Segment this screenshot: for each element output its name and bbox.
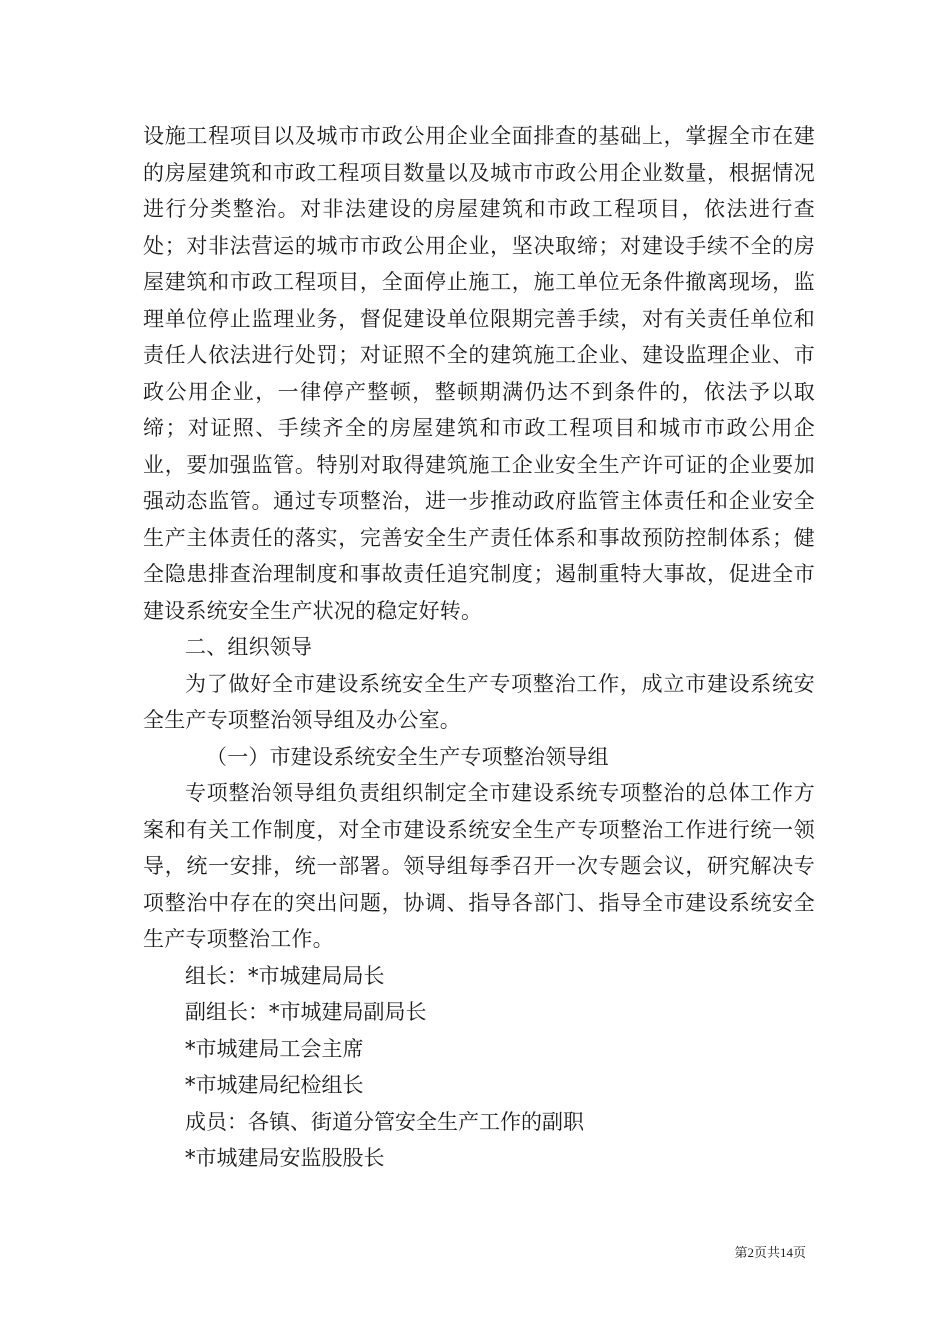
- member-line-deputy-leader: 副组长：*市城建局副局长: [185, 1000, 427, 1024]
- footer-middle: 页共: [753, 1246, 780, 1261]
- footer-total-pages: 14: [779, 1245, 793, 1260]
- paragraph-establish-leading-group: 为了做好全市建设系统安全生产专项整治工作，成立市建设系统安全生产专项整治领导组及办公室。: [143, 671, 815, 732]
- paragraph-leading-group-duties: 专项整治领导组负责组织制定全市建设系统专项整治的总体工作方案和有关工作制度，对全市建设系统安全生产专项整治工作进行统一领导，统一安排，统一部署。领导组每季召开一次专题会议，研究解决专项整治中存在的突出问题，协调、指导各部门、指导全市建设系统安全生产专项整治工作。: [143, 781, 815, 951]
- member-line-members: 成员：各镇、街道分管安全生产工作的副职: [185, 1109, 584, 1134]
- member-line-leader: 组长：*市城建局局长: [185, 963, 385, 988]
- member-line-union-chair: *市城建局工会主席: [185, 1036, 364, 1061]
- footer-prefix: 第: [734, 1246, 748, 1261]
- footer-current-page: 2: [747, 1245, 754, 1260]
- footer-suffix: 页: [792, 1246, 806, 1261]
- document-body: [143, 118, 815, 1177]
- subsection-heading-leading-group: （一）市建设系统安全生产专项整治领导组: [206, 744, 609, 769]
- section-heading-organization: 二、组织领导: [185, 635, 313, 659]
- page-number-footer: [0, 1244, 806, 1263]
- member-line-discipline-chief: *市城建局纪检组长: [185, 1073, 364, 1097]
- paragraph-classification-rectification: 设施工程项目以及城市市政公用企业全面排查的基础上，掌握全市在建的房屋建筑和市政工程项目数量以及城市市政公用企业数量，根据情况进行分类整治。对非法建设的房屋建筑和市政工程项目，依法进行查处；对非法营运的城市市政公用企业，坚决取缔；对建设手续不全的房屋建筑和市政工程项目，全面停止施工，施工单位无条件撤离现场，监理单位停止监理业务，督促建设单位限期完善手续，对有关责任单位和责任人依法进行处罚；对证照不全的建筑施工企业、建设监理企业、市政公用企业，一律停产整顿，整顿期满仍达不到条件的，依法予以取缔；对证照、手续齐全的房屋建筑和市政工程项目和城市市政公用企业，要加强监管。特别对取得建筑施工企业安全生产许可证的企业要加强动态监管。通过专项整治，进一步推动政府监管主体责任和企业安全生产主体责任的落实，完善安全生产责任体系和事故预防控制体系；健全隐患排查治理制度和事故责任追究制度；遏制重特大事故，促进全市建设系统安全生产状况的稳定好转。: [143, 124, 815, 623]
- member-line-safety-section-chief: *市城建局安监股股长: [185, 1146, 385, 1170]
